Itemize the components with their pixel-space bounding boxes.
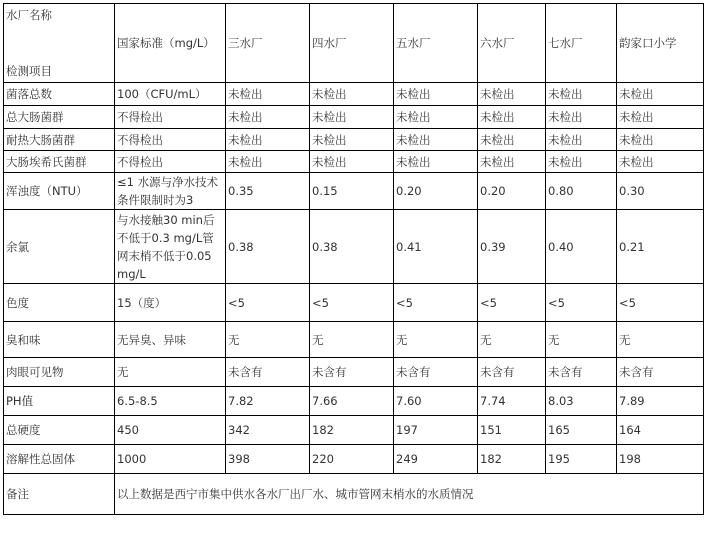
value-cell: 未检出	[546, 151, 617, 173]
value-cell: 未检出	[226, 106, 310, 129]
table-row	[4, 106, 704, 129]
value-cell: 197	[394, 416, 478, 445]
corner-header-cell	[4, 4, 115, 83]
value-cell: 0.20	[478, 173, 546, 210]
standard-cell: 无异臭、异味	[115, 322, 226, 358]
value-cell: 151	[478, 416, 546, 445]
table-row	[4, 210, 704, 284]
value-cell: 未含有	[617, 358, 704, 387]
value-cell: 无	[478, 322, 546, 358]
value-cell: 无	[226, 322, 310, 358]
value-cell: 未检出	[226, 83, 310, 106]
test-item-cell: 余氯	[4, 210, 115, 284]
value-cell: <5	[617, 284, 704, 322]
standard-cell: 无	[115, 358, 226, 387]
value-cell: 未检出	[226, 151, 310, 173]
header-row	[4, 4, 704, 83]
table-row	[4, 151, 704, 173]
column-header-plant: 韵家口小学	[617, 4, 704, 83]
test-item-cell: 总硬度	[4, 416, 115, 445]
value-cell: 未检出	[617, 106, 704, 129]
value-cell: 无	[394, 322, 478, 358]
value-cell: <5	[394, 284, 478, 322]
value-cell: 165	[546, 416, 617, 445]
value-cell: 无	[310, 322, 394, 358]
value-cell: 7.66	[310, 387, 394, 416]
value-cell: 249	[394, 445, 478, 474]
value-cell: 未检出	[478, 151, 546, 173]
value-cell: 未检出	[617, 129, 704, 151]
value-cell: 398	[226, 445, 310, 474]
value-cell: 未检出	[310, 106, 394, 129]
value-cell: 0.35	[226, 173, 310, 210]
table-row	[4, 284, 704, 322]
test-item-cell: 肉眼可见物	[4, 358, 115, 387]
standard-cell: 不得检出	[115, 129, 226, 151]
value-cell: 未检出	[226, 129, 310, 151]
test-item-cell: PH值	[4, 387, 115, 416]
column-header-plant: 三水厂	[226, 4, 310, 83]
value-cell: 未检出	[394, 106, 478, 129]
remark-text: 以上数据是西宁市集中供水各水厂出厂水、城市管网末梢水的水质情况	[115, 474, 704, 515]
value-cell: 0.80	[546, 173, 617, 210]
value-cell: 7.82	[226, 387, 310, 416]
table-row	[4, 173, 704, 210]
value-cell: 220	[310, 445, 394, 474]
value-cell: 0.15	[310, 173, 394, 210]
test-item-header: 检测项目	[6, 64, 52, 78]
value-cell: 8.03	[546, 387, 617, 416]
value-cell: 未检出	[310, 151, 394, 173]
value-cell: 未含有	[478, 358, 546, 387]
value-cell: 195	[546, 445, 617, 474]
value-cell: 未含有	[546, 358, 617, 387]
value-cell: 未检出	[546, 83, 617, 106]
column-header-plant: 四水厂	[310, 4, 394, 83]
value-cell: 未含有	[226, 358, 310, 387]
value-cell: 未检出	[617, 83, 704, 106]
standard-cell: 15（度）	[115, 284, 226, 322]
test-item-cell: 溶解性总固体	[4, 445, 115, 474]
value-cell: 未检出	[310, 83, 394, 106]
remark-label: 备注	[4, 474, 115, 515]
value-cell: <5	[546, 284, 617, 322]
value-cell: <5	[226, 284, 310, 322]
value-cell: 未检出	[546, 106, 617, 129]
value-cell: 0.20	[394, 173, 478, 210]
value-cell: 0.21	[617, 210, 704, 284]
value-cell: 未含有	[394, 358, 478, 387]
value-cell: 未检出	[310, 129, 394, 151]
value-cell: 342	[226, 416, 310, 445]
table-row	[4, 322, 704, 358]
standard-cell: 100（CFU/mL）	[115, 83, 226, 106]
column-header-plant: 七水厂	[546, 4, 617, 83]
value-cell: 0.38	[226, 210, 310, 284]
standard-cell: 1000	[115, 445, 226, 474]
value-cell: 164	[617, 416, 704, 445]
column-header-standard: 国家标准（mg/L）	[115, 4, 226, 83]
value-cell: 0.40	[546, 210, 617, 284]
standard-cell: 与水接触30 min后不低于0.3 mg/L管网末梢不低于0.05 mg/L	[115, 210, 226, 284]
value-cell: 未含有	[310, 358, 394, 387]
value-cell: <5	[478, 284, 546, 322]
value-cell: 182	[478, 445, 546, 474]
value-cell: 未检出	[478, 129, 546, 151]
value-cell: 无	[546, 322, 617, 358]
plant-name-header: 水厂名称	[6, 8, 52, 22]
value-cell: 未检出	[394, 151, 478, 173]
standard-cell: 不得检出	[115, 106, 226, 129]
value-cell: 182	[310, 416, 394, 445]
value-cell: 198	[617, 445, 704, 474]
test-item-cell: 色度	[4, 284, 115, 322]
test-item-cell: 臭和味	[4, 322, 115, 358]
value-cell: 未检出	[546, 129, 617, 151]
table-row	[4, 83, 704, 106]
test-item-cell: 耐热大肠菌群	[4, 129, 115, 151]
value-cell: 7.89	[617, 387, 704, 416]
column-header-plant: 六水厂	[478, 4, 546, 83]
table-row	[4, 358, 704, 387]
value-cell: 未检出	[478, 83, 546, 106]
value-cell: 未检出	[394, 83, 478, 106]
column-header-plant: 五水厂	[394, 4, 478, 83]
value-cell: 未检出	[478, 106, 546, 129]
remark-row	[4, 474, 704, 515]
value-cell: <5	[310, 284, 394, 322]
value-cell: 未检出	[394, 129, 478, 151]
value-cell: 0.39	[478, 210, 546, 284]
standard-cell: 450	[115, 416, 226, 445]
test-item-cell: 大肠埃希氏菌群	[4, 151, 115, 173]
test-item-cell: 浑浊度（NTU）	[4, 173, 115, 210]
value-cell: 无	[617, 322, 704, 358]
table-row	[4, 445, 704, 474]
value-cell: 7.60	[394, 387, 478, 416]
standard-cell: 不得检出	[115, 151, 226, 173]
standard-cell: 6.5-8.5	[115, 387, 226, 416]
table-row	[4, 387, 704, 416]
value-cell: 未检出	[617, 151, 704, 173]
value-cell: 7.74	[478, 387, 546, 416]
standard-cell: ≤1 水源与净水技术条件限制时为3	[115, 173, 226, 210]
table-row	[4, 416, 704, 445]
value-cell: 0.30	[617, 173, 704, 210]
value-cell: 0.41	[394, 210, 478, 284]
test-item-cell: 总大肠菌群	[4, 106, 115, 129]
water-quality-table	[3, 3, 704, 515]
table-row	[4, 129, 704, 151]
test-item-cell: 菌落总数	[4, 83, 115, 106]
value-cell: 0.38	[310, 210, 394, 284]
